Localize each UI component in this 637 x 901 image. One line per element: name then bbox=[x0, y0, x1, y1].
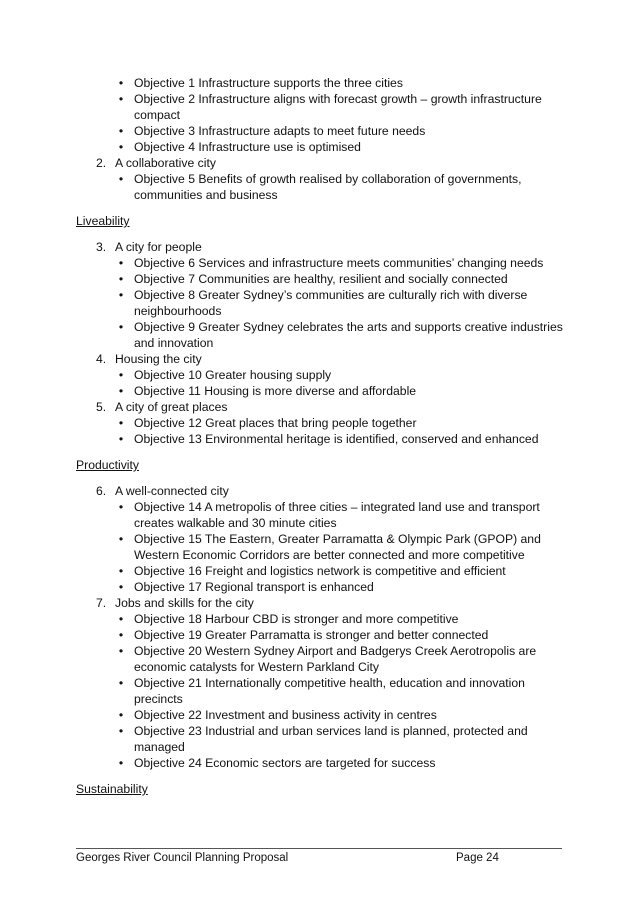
bullet-icon: • bbox=[118, 676, 124, 690]
footer-divider bbox=[76, 848, 562, 849]
bullet-icon: • bbox=[118, 416, 124, 430]
list-item: • Objective 13 Environmental heritage is identified, conserved and enhanced bbox=[76, 431, 566, 447]
footer-page-number: Page 24 bbox=[456, 852, 499, 864]
list-item: • Objective 2 Infrastructure aligns with forecast growth – growth infrastructure compact bbox=[76, 91, 566, 123]
list-item: • Objective 16 Freight and logistics network is competitive and efficient bbox=[76, 563, 566, 579]
bullet-icon: • bbox=[118, 724, 124, 738]
bullet-icon: • bbox=[118, 432, 124, 446]
list-item: • Objective 7 Communities are healthy, resilient and socially connected bbox=[76, 271, 566, 287]
list-item: • Objective 19 Greater Parramatta is stronger and better connected bbox=[76, 627, 566, 643]
bullet-icon: • bbox=[118, 384, 124, 398]
bullet-icon: • bbox=[118, 708, 124, 722]
list-item: • Objective 17 Regional transport is enhanced bbox=[76, 579, 566, 595]
section-heading-liveability: Liveability bbox=[76, 214, 130, 228]
numbered-item-7: 7. Jobs and skills for the city bbox=[96, 596, 254, 610]
bullet-icon: • bbox=[118, 580, 124, 594]
bullet-icon: • bbox=[118, 76, 124, 90]
numbered-item-3: 3. A city for people bbox=[96, 240, 202, 254]
list-item: • Objective 22 Investment and business activity in centres bbox=[76, 707, 566, 723]
bullet-icon: • bbox=[118, 644, 124, 658]
list-item: • Objective 5 Benefits of growth realised by collaboration of governments, communities and business bbox=[76, 171, 566, 203]
list-item: • Objective 24 Economic sectors are targeted for success bbox=[76, 755, 566, 771]
list-item: • Objective 3 Infrastructure adapts to meet future needs bbox=[76, 123, 566, 139]
list-item: • Objective 21 Internationally competitive health, education and innovation precincts bbox=[76, 675, 566, 707]
bullet-icon: • bbox=[118, 256, 124, 270]
item7-bullet-list bbox=[76, 611, 566, 771]
section-heading-sustainability: Sustainability bbox=[76, 782, 148, 796]
item2-bullet-list bbox=[76, 171, 566, 203]
bullet-icon: • bbox=[118, 612, 124, 626]
intro-bullet-list bbox=[76, 75, 566, 155]
list-item: • Objective 4 Infrastructure use is optimised bbox=[76, 139, 566, 155]
list-item: • Objective 9 Greater Sydney celebrates the arts and supports creative industries and innovation bbox=[76, 319, 566, 351]
numbered-item-2: 2. A collaborative city bbox=[96, 156, 216, 170]
item5-bullet-list bbox=[76, 415, 566, 447]
list-item: • Objective 8 Greater Sydney’s communities are culturally rich with diverse neighbourhoods bbox=[76, 287, 566, 319]
item6-bullet-list bbox=[76, 499, 566, 595]
bullet-icon: • bbox=[118, 320, 124, 334]
footer-document-title: Georges River Council Planning Proposal bbox=[76, 852, 289, 864]
bullet-icon: • bbox=[118, 172, 124, 186]
list-item: • Objective 20 Western Sydney Airport and Badgerys Creek Aerotropolis are economic catalysts for Western Parkland City bbox=[76, 643, 566, 675]
list-item: • Objective 12 Great places that bring people together bbox=[76, 415, 566, 431]
list-item: • Objective 6 Services and infrastructure meets communities’ changing needs bbox=[76, 255, 566, 271]
bullet-icon: • bbox=[118, 564, 124, 578]
bullet-icon: • bbox=[118, 272, 124, 286]
bullet-icon: • bbox=[118, 140, 124, 154]
numbered-item-6: 6. A well-connected city bbox=[96, 484, 229, 498]
list-item: • Objective 1 Infrastructure supports the three cities bbox=[76, 75, 566, 91]
list-item: • Objective 10 Greater housing supply bbox=[76, 367, 566, 383]
list-item: • Objective 18 Harbour CBD is stronger and more competitive bbox=[76, 611, 566, 627]
list-item: • Objective 14 A metropolis of three cities – integrated land use and transport creates walkable and 30 minute cities bbox=[76, 499, 566, 531]
numbered-item-5: 5. A city of great places bbox=[96, 400, 228, 414]
bullet-icon: • bbox=[118, 368, 124, 382]
bullet-icon: • bbox=[118, 500, 124, 514]
list-item: • Objective 23 Industrial and urban services land is planned, protected and managed bbox=[76, 723, 566, 755]
item4-bullet-list bbox=[76, 367, 566, 399]
bullet-icon: • bbox=[118, 628, 124, 642]
bullet-icon: • bbox=[118, 756, 124, 770]
bullet-icon: • bbox=[118, 124, 124, 138]
section-heading-productivity: Productivity bbox=[76, 458, 139, 472]
numbered-item-4: 4. Housing the city bbox=[96, 352, 202, 366]
document-body bbox=[76, 75, 566, 807]
bullet-icon: • bbox=[118, 288, 124, 302]
list-item: • Objective 11 Housing is more diverse and affordable bbox=[76, 383, 566, 399]
bullet-icon: • bbox=[118, 92, 124, 106]
item3-bullet-list bbox=[76, 255, 566, 351]
bullet-icon: • bbox=[118, 532, 124, 546]
list-item: • Objective 15 The Eastern, Greater Parramatta & Olympic Park (GPOP) and Western Economic Corridors are better connected and more competitive bbox=[76, 531, 566, 563]
